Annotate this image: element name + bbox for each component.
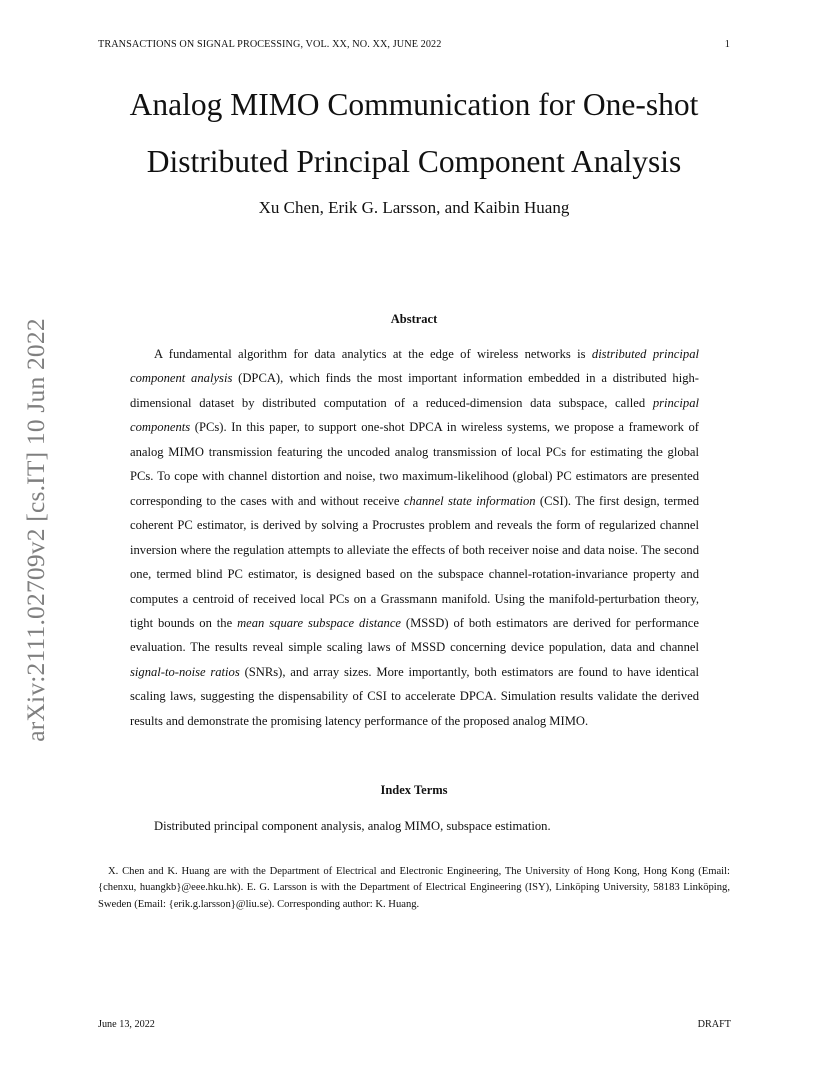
abstract-italic-term: principal components (130, 395, 699, 435)
abstract-italic-term: mean square subspace distance (237, 615, 401, 630)
abstract-text-run: (PCs). In this paper, to support one-shot DPCA in wireless systems, we propose a framework of analog MIMO transmission featuring the uncoded analog transmission of local PCs for estimating the global PCs. To cope with channel distortion and noise, two maximum-likelihood (global) PC estimators are presented corresponding to the cases with and without receive (130, 420, 699, 508)
index-terms-heading: Index Terms (380, 783, 448, 797)
footer-draft-label: DRAFT (697, 1019, 731, 1030)
paper-title (60, 76, 768, 190)
abstract-text-run: (SNRs), and array sizes. More importantly, both estimators are found to have identical scaling laws, suggesting the dispensability of CSI to accelerate DPCA. Simulation results validate the derived results and demonstrate the promising latency performance of the proposed analog MIMO. (130, 664, 700, 728)
abstract-italic-term: distributed principal component analysis (130, 347, 699, 386)
page-number: 1 (724, 39, 730, 50)
author-affiliation-footnote: X. Chen and K. Huang are with the Department of Electrical and Electronic Engineering, The University of Hong Kong, Hong Kong (Email: {chenxu, huangkb}@eee.hku.hk). E. G. Larsson is with the Department of Electrical Engineering (ISY), Linköping University, 58183 Linköping, Sweden (Email: {erik.g.larsson}@liu.se). Corresponding author: K. Huang. (98, 866, 730, 910)
abstract-text-run: (MSSD) of both estimators are derived for performance evaluation. The results reveal simple scaling laws of MSSD concerning device population, data and channel (130, 615, 699, 655)
title-line-1: Analog MIMO Communication for One-shot (129, 87, 699, 122)
abstract-text-run: A fundamental algorithm for data analytics at the edge of wireless networks is (154, 347, 592, 361)
abstract-heading: Abstract (390, 312, 438, 326)
abstract-italic-term: signal-to-noise ratios (130, 664, 240, 679)
author-list: Xu Chen, Erik G. Larsson, and Kaibin Huang (258, 198, 570, 217)
abstract-text-run: (DPCA), which finds the most important information embedded in a distributed high-dimensional dataset by distributed computation of a reduced-dimension data subspace, called (130, 371, 699, 410)
title-line-2: Distributed Principal Component Analysis (146, 144, 682, 179)
abstract-text-run: (CSI). The first design, termed coherent PC estimator, is derived by solving a Procrustes problem and reveals the form of regularized channel inversion where the regulation attempts to alleviate the effects of both receiver noise and data noise. The second one, termed blind PC estimator, is designed based on the subspace channel-rotation-invariance property and computes a centroid of received local PCs on a Grassmann manifold. Using the manifold-perturbation theory, tight bounds on the (130, 493, 699, 630)
journal-name: TRANSACTIONS ON SIGNAL PROCESSING, VOL. XX, NO. XX, JUNE 2022 (98, 39, 442, 50)
footer-date: June 13, 2022 (98, 1019, 155, 1030)
arxiv-watermark: arXiv:2111.02709v2 [cs.IT] 10 Jun 2022 (21, 318, 50, 742)
index-terms-text: Distributed principal component analysis, analog MIMO, subspace estimation. (154, 819, 551, 833)
abstract-italic-term: channel state information (403, 493, 536, 508)
abstract-body (130, 342, 699, 733)
